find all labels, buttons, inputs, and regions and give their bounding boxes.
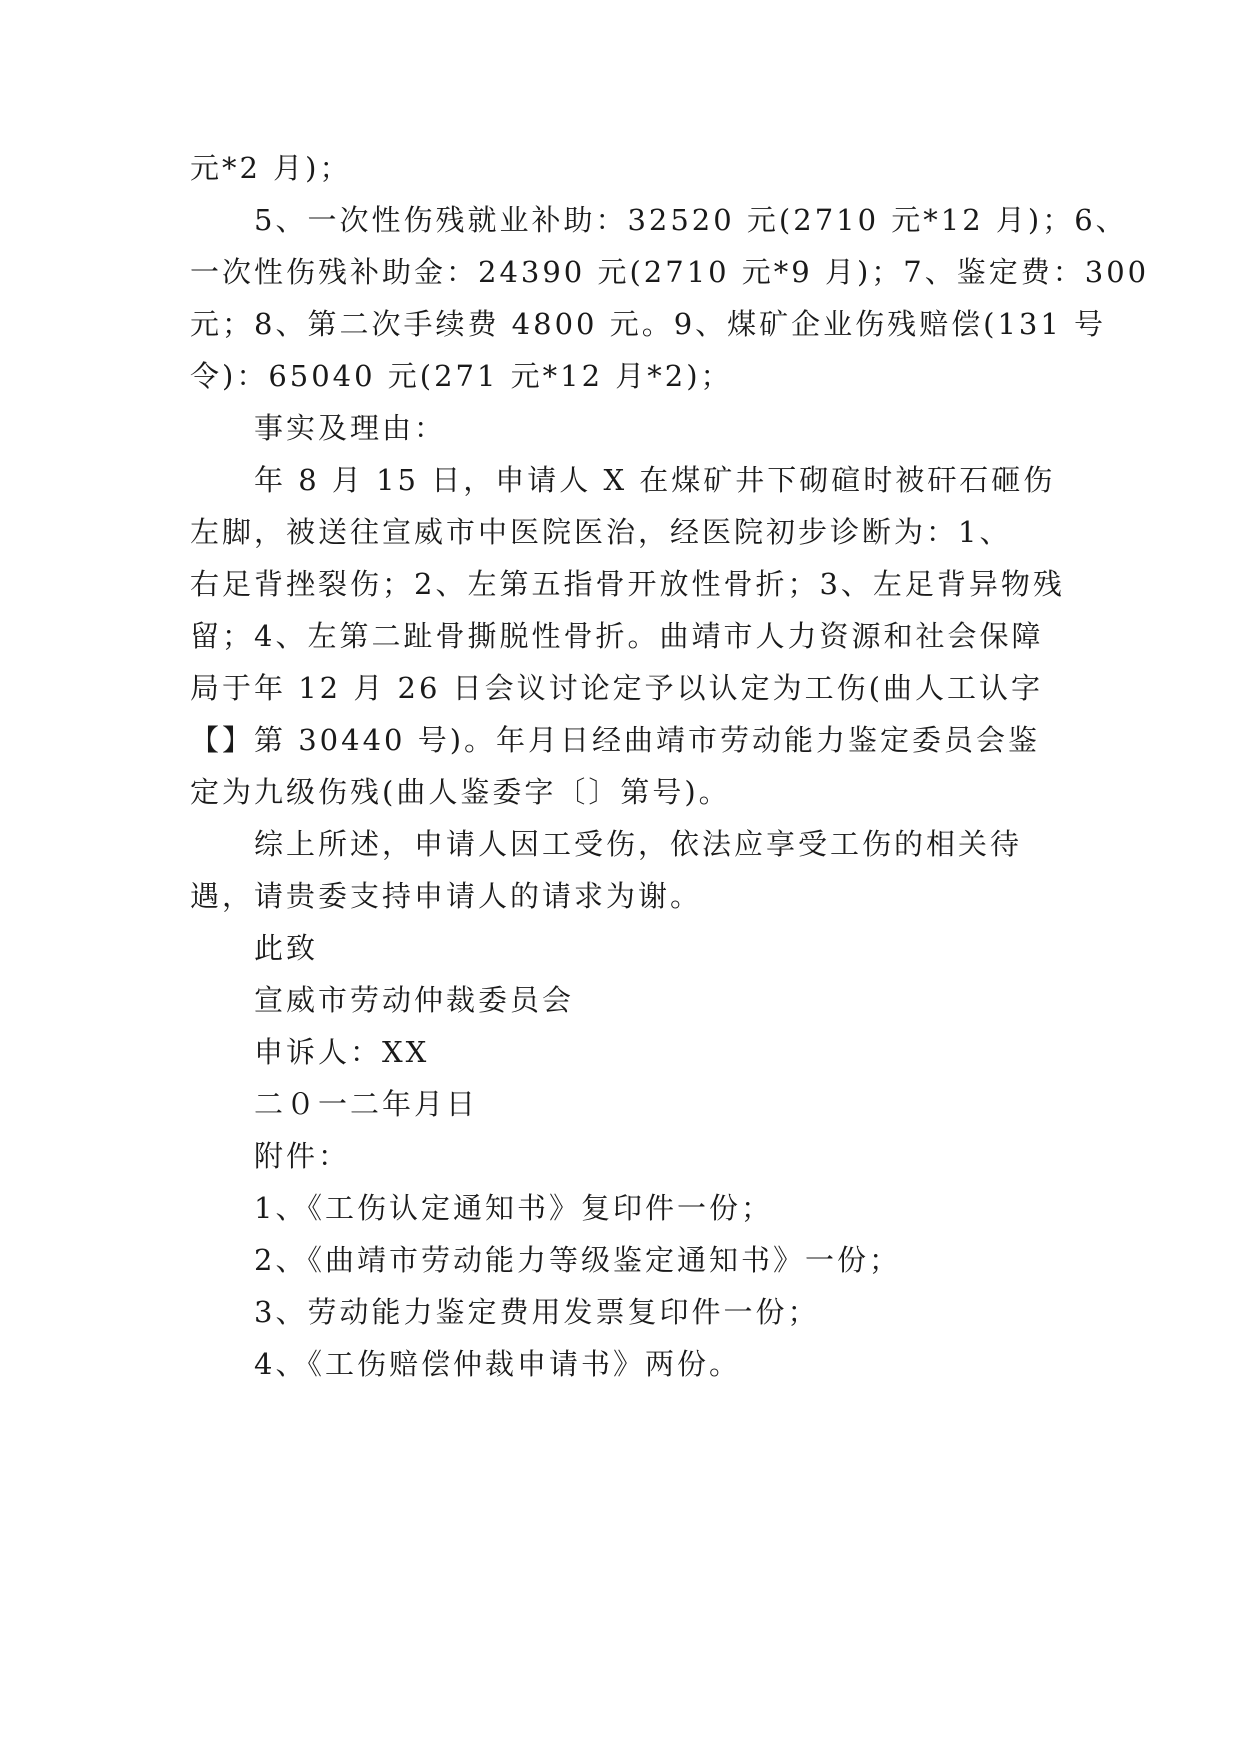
text-line: 元*2 月)；: [190, 151, 352, 185]
text-line: 令)：65040 元(271 元*12 月*2)；: [190, 359, 733, 393]
text-line: 一次性伤残补助金：24390 元(2710 元*9 月)；7、鉴定费：300: [190, 255, 1150, 289]
attachment-item: 3、劳动能力鉴定费用发票复印件一份；: [254, 1295, 820, 1329]
date-line: 二０一二年月日: [254, 1087, 479, 1121]
attachment-item: 1、《工伤认定通知书》复印件一份；: [254, 1191, 773, 1225]
text-line: 留；4、左第二趾骨撕脱性骨折。曲靖市人力资源和社会保障: [190, 619, 1044, 653]
attachments-heading: 附件：: [254, 1139, 351, 1173]
text-line: 左脚，被送往宣威市中医院医治，经医院初步诊断为：1、: [190, 515, 1012, 549]
attachment-item: 4、《工伤赔偿仲裁申请书》两份。: [254, 1347, 741, 1381]
text-line: 遇，请贵委支持申请人的请求为谢。: [190, 879, 703, 913]
text-line: 右足背挫裂伤；2、左第五指骨开放性骨折；3、左足背异物残: [190, 567, 1065, 601]
applicant: 申诉人：XX: [254, 1035, 430, 1069]
text-line: 5、一次性伤残就业补助：32520 元(2710 元*12 月)；6、: [254, 203, 1128, 237]
text-line: 【】第 30440 号)。年月日经曲靖市劳动能力鉴定委员会鉴: [190, 723, 1041, 757]
salutation: 此致: [254, 931, 319, 965]
text-line: 定为九级伤残(曲人鉴委字〔〕第号)。: [190, 775, 731, 809]
text-line: 局于年 12 月 26 日会议讨论定予以认定为工伤(曲人工认字: [190, 671, 1043, 705]
recipient: 宣威市劳动仲裁委员会: [254, 983, 575, 1017]
text-line: 元；8、第二次手续费 4800 元。9、煤矿企业伤残赔偿(131 号: [190, 307, 1107, 341]
section-heading: 事实及理由：: [254, 411, 447, 445]
text-line: 综上所述，申请人因工受伤，依法应享受工伤的相关待: [254, 827, 1023, 861]
text-line: 年 8 月 15 日，申请人 X 在煤矿井下砌碹时被矸石砸伤: [254, 463, 1056, 497]
attachment-item: 2、《曲靖市劳动能力等级鉴定通知书》一份；: [254, 1243, 901, 1277]
